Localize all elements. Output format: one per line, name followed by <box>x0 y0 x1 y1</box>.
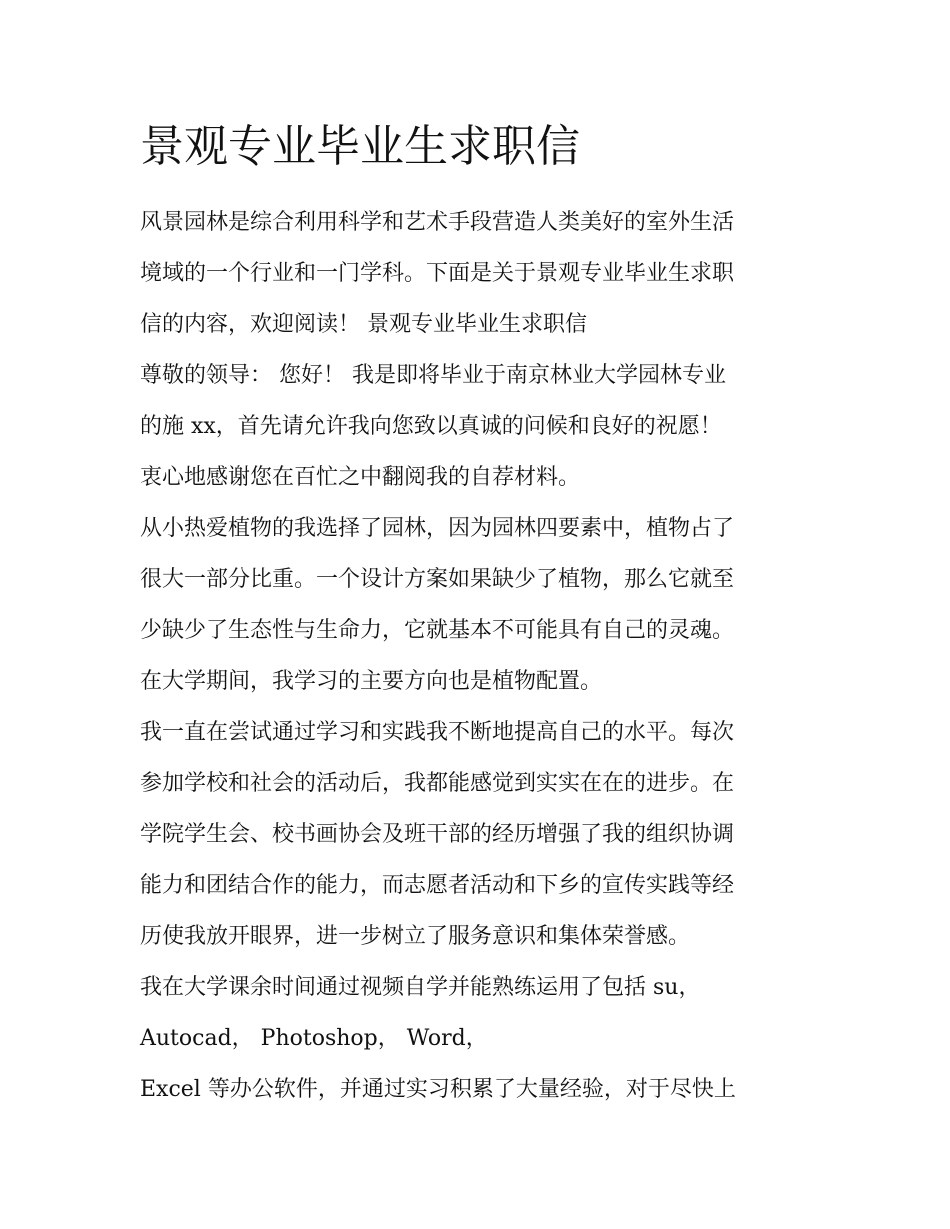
body-line: 衷心地感谢您在百忙之中翻阅我的自荐材料。 <box>140 465 581 490</box>
body-line: 我在大学课余时间通过视频自学并能熟练运用了包括 su， <box>140 975 701 1000</box>
body-line: 很大一部分比重。一个设计方案如果缺少了植物，那么它就至 <box>140 567 735 592</box>
body-line: 风景园林是综合利用科学和艺术手段营造人类美好的室外生活 <box>140 210 735 235</box>
body-line: 尊敬的领导： 您好！ 我是即将毕业于南京林业大学园林专业 <box>140 363 726 388</box>
document-title: 景观专业毕业生求职信 <box>140 121 580 172</box>
body-line: 历使我放开眼界，进一步树立了服务意识和集体荣誉感。 <box>140 924 691 949</box>
body-line: 的施 xx，首先请允许我向您致以真诚的问候和良好的祝愿！ <box>140 414 722 439</box>
body-line: 能力和团结合作的能力，而志愿者活动和下乡的宣传实践等经 <box>140 873 735 898</box>
body-line: 境域的一个行业和一门学科。下面是关于景观专业毕业生求职 <box>140 261 735 286</box>
body-line: 在大学期间，我学习的主要方向也是植物配置。 <box>140 669 603 694</box>
body-line: 信的内容，欢迎阅读！ 景观专业毕业生求职信 <box>140 312 587 337</box>
body-line: Autocad， Photoshop， Word， <box>140 1026 488 1051</box>
document-body <box>140 197 830 1115</box>
body-line: 从小热爱植物的我选择了园林，因为园林四要素中，植物占了 <box>140 516 735 541</box>
body-line: 参加学校和社会的活动后，我都能感觉到实实在在的进步。在 <box>140 771 735 796</box>
body-line: 少缺少了生态性与生命力，它就基本不可能具有自己的灵魂。 <box>140 618 735 643</box>
body-line: 我一直在尝试通过学习和实践我不断地提高自己的水平。每次 <box>140 720 735 745</box>
body-line: Excel 等办公软件，并通过实习积累了大量经验，对于尽快上 <box>140 1077 736 1102</box>
body-line: 学院学生会、校书画协会及班干部的经历增强了我的组织协调 <box>140 822 735 847</box>
